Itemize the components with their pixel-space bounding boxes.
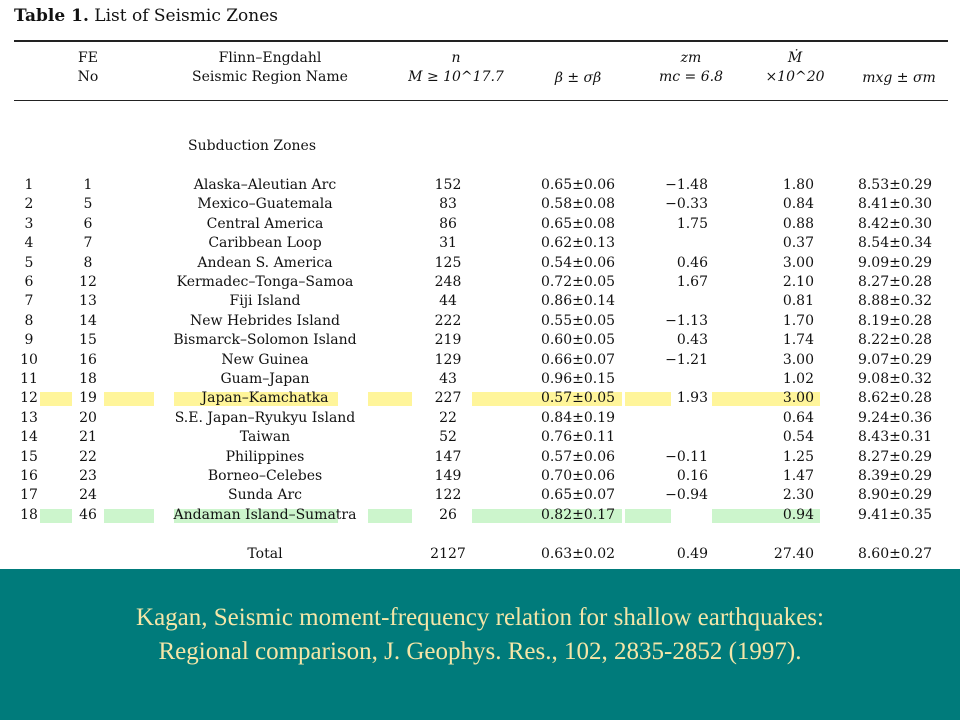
table-row <box>0 448 960 467</box>
mxg-value: 8.43±0.31 <box>857 429 933 446</box>
header-mxg <box>850 69 948 88</box>
zm-value: 1.93 <box>676 390 708 407</box>
beta-value: 0.70±0.06 <box>540 468 616 484</box>
zm-value: −0.33 <box>665 196 708 213</box>
moment-rate: 2.30 <box>782 487 814 504</box>
region-name: Philippines <box>225 448 305 465</box>
event-count: 227 <box>434 390 462 407</box>
beta-value: 0.86±0.14 <box>540 293 616 310</box>
row-index: 13 <box>20 409 38 426</box>
table-row <box>0 234 960 253</box>
fe-number: 1 <box>83 177 93 193</box>
moment-rate: 0.88 <box>782 215 814 232</box>
moment-rate: 0.64 <box>782 409 814 426</box>
row-index: 12 <box>20 390 38 407</box>
fe-number: 22 <box>79 448 97 465</box>
beta-value: 0.66±0.07 <box>540 351 616 368</box>
row-index: 6 <box>24 274 34 290</box>
mxg-value: 9.09±0.29 <box>857 254 933 271</box>
mxg-value: 9.24±0.36 <box>857 409 933 426</box>
total-n: 2127 <box>430 546 466 562</box>
citation-footer <box>0 569 960 720</box>
row-index: 8 <box>24 312 34 329</box>
moment-rate: 1.80 <box>782 177 814 193</box>
region-name: New Guinea <box>221 351 309 368</box>
event-count: 222 <box>434 312 462 329</box>
header-fe-line1: FE <box>78 50 98 66</box>
beta-value: 0.65±0.07 <box>540 487 616 504</box>
event-count: 125 <box>434 254 462 271</box>
region-name: Alaska–Aleutian Arc <box>193 177 337 193</box>
region-name: S.E. Japan–Ryukyu Island <box>174 409 356 426</box>
fe-number: 24 <box>79 487 97 504</box>
beta-value: 0.58±0.08 <box>540 196 616 213</box>
moment-rate: 0.84 <box>782 196 814 213</box>
table-row <box>0 331 960 350</box>
moment-rate: 3.00 <box>782 390 814 407</box>
total-mdot: 27.40 <box>773 546 814 562</box>
event-count: 122 <box>434 487 462 504</box>
table-row <box>0 389 960 408</box>
region-name: New Hebrides Island <box>190 312 340 329</box>
mxg-value: 8.88±0.32 <box>857 293 933 310</box>
table-row <box>0 176 960 195</box>
total-beta: 0.63±0.02 <box>540 546 616 562</box>
table-row <box>0 273 960 292</box>
zm-value: 0.16 <box>676 468 708 484</box>
mxg-value: 8.53±0.29 <box>857 177 933 193</box>
header-mdot-line1: Ṁ <box>787 50 803 66</box>
row-index: 2 <box>24 196 34 213</box>
moment-rate: 0.37 <box>782 235 814 252</box>
region-name: Caribbean Loop <box>208 235 322 252</box>
table-top-rule <box>14 40 948 42</box>
region-name: Kermadec–Tonga–Samoa <box>176 274 354 290</box>
mxg-value: 8.27±0.29 <box>857 448 933 465</box>
beta-value: 0.62±0.13 <box>540 235 616 252</box>
beta-value: 0.57±0.06 <box>540 448 616 465</box>
mxg-value: 8.27±0.28 <box>857 274 933 290</box>
mxg-value: 9.08±0.32 <box>857 371 933 387</box>
mxg-value: 8.22±0.28 <box>857 332 933 349</box>
row-index: 10 <box>20 351 38 368</box>
table-row <box>0 292 960 311</box>
total-zm: 0.49 <box>676 546 708 562</box>
fe-number: 12 <box>79 274 97 290</box>
row-index: 15 <box>20 448 38 465</box>
section-label-subduction: Subduction Zones <box>188 138 317 154</box>
zm-value: 0.43 <box>676 332 708 349</box>
zm-value: −1.48 <box>665 177 708 193</box>
event-count: 219 <box>434 332 462 349</box>
fe-number: 16 <box>79 351 97 368</box>
event-count: 22 <box>439 409 457 426</box>
fe-number: 8 <box>83 254 93 271</box>
header-region-line2: Seismic Region Name <box>192 69 348 85</box>
moment-rate: 1.47 <box>782 468 814 484</box>
moment-rate: 3.00 <box>782 254 814 271</box>
header-zm <box>646 49 736 87</box>
header-beta-text: β ± σβ <box>554 70 602 86</box>
header-fe-no <box>70 49 106 87</box>
event-count: 86 <box>439 215 457 232</box>
header-region-line1: Flinn–Engdahl <box>218 50 322 66</box>
table-row <box>0 370 960 389</box>
citation-line-2: Regional comparison, J. Geophys. Res., 102, 2835-2852 (1997). <box>158 638 802 665</box>
zm-value: −0.94 <box>665 487 708 504</box>
header-n <box>404 49 508 87</box>
beta-value: 0.60±0.05 <box>540 332 616 349</box>
header-beta <box>528 69 628 88</box>
region-name: Central America <box>206 215 324 232</box>
zm-value: −1.13 <box>665 312 708 329</box>
header-fe-line2: No <box>77 69 99 85</box>
mxg-value: 9.41±0.35 <box>857 506 933 523</box>
mxg-value: 9.07±0.29 <box>857 351 933 368</box>
moment-rate: 0.94 <box>782 506 814 523</box>
total-mxg: 8.60±0.27 <box>857 546 933 562</box>
row-index: 7 <box>24 293 34 310</box>
beta-value: 0.82±0.17 <box>540 506 616 523</box>
region-name: Borneo–Celebes <box>207 468 323 484</box>
event-count: 129 <box>434 351 462 368</box>
row-index: 17 <box>20 487 38 504</box>
beta-value: 0.54±0.06 <box>540 254 616 271</box>
row-index: 4 <box>24 235 34 252</box>
event-count: 26 <box>439 506 457 523</box>
beta-value: 0.72±0.05 <box>540 274 616 290</box>
fe-number: 20 <box>79 409 97 426</box>
region-name: Mexico–Guatemala <box>197 196 333 213</box>
mxg-value: 8.39±0.29 <box>857 468 933 484</box>
region-name: Japan–Kamchatka <box>201 390 329 407</box>
table-title-number: Table 1. <box>14 6 89 26</box>
beta-value: 0.84±0.19 <box>540 409 616 426</box>
beta-value: 0.76±0.11 <box>540 429 616 446</box>
fe-number: 18 <box>79 371 97 387</box>
region-name: Guam–Japan <box>220 371 310 387</box>
table-row <box>0 312 960 331</box>
fe-number: 7 <box>83 235 93 252</box>
table-row <box>0 428 960 447</box>
event-count: 31 <box>439 235 457 252</box>
zm-value: 1.67 <box>676 274 708 290</box>
zm-value: −1.21 <box>665 351 708 368</box>
table-title <box>14 6 278 26</box>
region-name: Bismarck–Solomon Island <box>173 332 357 349</box>
fe-number: 21 <box>79 429 97 446</box>
region-name: Andaman Island–Sumatra <box>173 506 357 523</box>
total-label: Total <box>247 546 283 562</box>
mxg-value: 8.41±0.30 <box>857 196 933 213</box>
table-row <box>0 351 960 370</box>
moment-rate: 1.25 <box>782 448 814 465</box>
header-zm-line2: mc = 6.8 <box>658 69 723 85</box>
fe-number: 6 <box>83 215 93 232</box>
citation-text <box>0 601 960 669</box>
fe-number: 15 <box>79 332 97 349</box>
table-row <box>0 195 960 214</box>
header-mdot <box>760 49 830 87</box>
zm-value: 1.75 <box>676 215 708 232</box>
header-region-name <box>170 49 370 87</box>
table-total-row <box>0 544 960 564</box>
moment-rate: 3.00 <box>782 351 814 368</box>
region-name: Taiwan <box>239 429 291 446</box>
table-row <box>0 486 960 505</box>
moment-rate: 0.81 <box>782 293 814 310</box>
table-row <box>0 506 960 525</box>
beta-value: 0.65±0.06 <box>540 177 616 193</box>
mxg-value: 8.54±0.34 <box>857 235 933 252</box>
header-mdot-line2: ×10^20 <box>765 69 825 85</box>
row-index: 1 <box>24 177 34 193</box>
zm-value: −0.11 <box>665 448 708 465</box>
row-index: 16 <box>20 468 38 484</box>
beta-value: 0.57±0.05 <box>540 390 616 407</box>
header-mxg-text: mxg ± σm <box>862 70 936 86</box>
fe-number: 23 <box>79 468 97 484</box>
event-count: 149 <box>434 468 462 484</box>
mxg-value: 8.62±0.28 <box>857 390 933 407</box>
mxg-value: 8.90±0.29 <box>857 487 933 504</box>
mxg-value: 8.19±0.28 <box>857 312 933 329</box>
event-count: 152 <box>434 177 462 193</box>
event-count: 52 <box>439 429 457 446</box>
row-index: 9 <box>24 332 34 349</box>
event-count: 248 <box>434 274 462 290</box>
beta-value: 0.65±0.08 <box>540 215 616 232</box>
fe-number: 19 <box>79 390 97 407</box>
table-row <box>0 409 960 428</box>
header-n-line2: M ≥ 10^17.7 <box>408 69 504 85</box>
beta-value: 0.96±0.15 <box>540 371 616 387</box>
row-index: 18 <box>20 506 38 523</box>
citation-line-1: Kagan, Seismic moment-frequency relation for shallow earthquakes: <box>136 604 824 631</box>
table-row <box>0 215 960 234</box>
table-row <box>0 254 960 273</box>
fe-number: 14 <box>79 312 97 329</box>
moment-rate: 1.70 <box>782 312 814 329</box>
row-index: 5 <box>24 254 34 271</box>
moment-rate: 1.74 <box>782 332 814 349</box>
region-name: Fiji Island <box>229 293 301 310</box>
event-count: 44 <box>439 293 457 310</box>
fe-number: 13 <box>79 293 97 310</box>
table-title-text: List of Seismic Zones <box>94 6 279 26</box>
region-name: Andean S. America <box>197 254 333 271</box>
fe-number: 46 <box>79 506 97 523</box>
moment-rate: 2.10 <box>782 274 814 290</box>
row-index: 14 <box>20 429 38 446</box>
table-row <box>0 467 960 486</box>
beta-value: 0.55±0.05 <box>540 312 616 329</box>
zm-value: 0.46 <box>676 254 708 271</box>
event-count: 43 <box>439 371 457 387</box>
fe-number: 5 <box>83 196 93 213</box>
event-count: 147 <box>434 448 462 465</box>
header-zm-line1: zm <box>680 50 702 66</box>
region-name: Sunda Arc <box>227 487 303 504</box>
moment-rate: 0.54 <box>782 429 814 446</box>
row-index: 3 <box>24 215 34 232</box>
row-index: 11 <box>20 371 38 387</box>
header-n-line1: n <box>451 50 461 66</box>
event-count: 83 <box>439 196 457 213</box>
moment-rate: 1.02 <box>782 371 814 387</box>
table-header-rule <box>14 100 948 101</box>
mxg-value: 8.42±0.30 <box>857 215 933 232</box>
